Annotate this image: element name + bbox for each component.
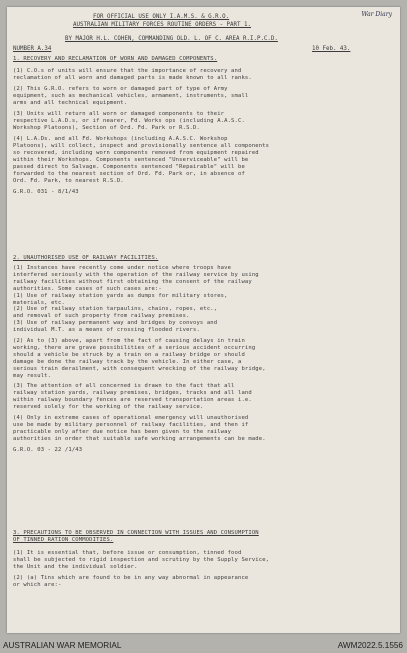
text-line: (3) The attention of all concerned is drawn to the fact that all: [13, 383, 235, 390]
text-line: respective L.A.D.s, or if nearer, Fd. Works ops (including A.A.S.C.: [13, 118, 245, 124]
text-line: (1) C.O.s of units will ensure that the importance of recovery and: [13, 68, 242, 74]
archive-name: AUSTRALIAN WAR MEMORIAL: [3, 641, 122, 650]
handwritten-annotation: War Diary: [361, 11, 392, 18]
text-line: (4) Only in extreme cases of operational emergency will unauthorised: [13, 415, 249, 421]
order-date: 10 Feb. 43.: [312, 46, 351, 52]
text-line: forwarded to the nearest section of Ord. Fd. Park or, in absence of: [13, 171, 245, 177]
text-line: (2) Use of railway station tarpaulins, chains, ropes, etc.,: [13, 306, 218, 313]
section-3-body: [13, 550, 400, 630]
text-line: materials, etc.: [13, 299, 65, 306]
text-line: passed direct to Salvage. Components sentenced "Repairable" will be: [13, 164, 245, 170]
text-line: individual M.T. as a means of crossing flooded rivers.: [13, 327, 200, 334]
text-line: G.R.O. 031 - 8/1/43: [13, 189, 79, 195]
text-line: railway station yards, railway premises, bridges, tracks and all land: [13, 390, 252, 397]
text-line: interfered seriously with the operation of the railway service by using: [13, 271, 259, 278]
section-3-heading-cont: OF TINNED RATION COMMODITIES.: [13, 537, 114, 543]
text-line: use be made by military personnel of railway facilities, and then if: [13, 421, 249, 428]
text-line: (3) Use of railway permanent way and bridges by convoys and: [13, 320, 218, 327]
footer-bar: [0, 636, 407, 653]
text-line: shall be subjected to rigid inspection and scrutiny by the Supply Service,: [13, 556, 270, 563]
text-line: Platoons), will collect, inspect and provisionally sentence all components: [13, 143, 270, 149]
text-line: (4) L.A.Ds. and all Fd. Workshops (including A.A.S.C. Workshop: [13, 136, 228, 142]
text-line: authorities in order that suitable safe working arrangements can be made.: [13, 435, 266, 442]
text-line: may result.: [13, 372, 52, 379]
text-line: within railway boundary fences are reserved transportation areas i.e.: [13, 397, 252, 404]
text-line: practicable only after due notice has been given to the railway: [13, 428, 232, 435]
text-line: Ord. Fd. Park, to nearest R.S.D.: [13, 178, 124, 184]
byline: BY MAJOR H.L. COHEN, COMMANDING OLD. L. OF C. AREA R.I.P.C.D.: [65, 36, 278, 42]
text-line: within their Workshops. Components sentenced "Unserviceable" will be: [13, 157, 249, 163]
text-line: (2) (a) Tins which are found to be in any way abnormal in appearance: [13, 574, 249, 581]
text-line: so recovered, including worn components removed from equipment repaired: [13, 150, 259, 156]
text-line: serious train derailment, with consequent wrecking of the railway bridge,: [13, 365, 266, 372]
orders-title: AUSTRALIAN MILITARY FORCES ROUTINE ORDERS - PART 1.: [73, 22, 251, 28]
text-line: authorities. Some cases of such cases are:-: [13, 285, 162, 292]
text-line: (1) Instances have recently come under notice where troops have: [13, 265, 232, 271]
text-line: railway facilities without first obtaining the consent of the railway: [13, 278, 252, 285]
text-line: (1) Use of railway station yards as dumps for military stores,: [13, 292, 228, 299]
text-line: working, there are grave possibilities of a serious accident occurring: [13, 344, 256, 351]
text-line: arms and all technical equipment.: [13, 100, 128, 106]
text-line: (2) As to (3) above, apart from the fact of causing delays in train: [13, 338, 245, 344]
text-line: (3) Units will return all worn or damaged components to their: [13, 111, 225, 117]
section-1-body: [13, 68, 400, 258]
text-line: should a vehicle be struck by a train on a railway bridge or should: [13, 351, 245, 358]
text-line: reclamation of all worn and damaged parts is made known to all ranks.: [13, 75, 252, 81]
order-number: NUMBER A.34: [13, 46, 52, 52]
text-line: equipment, such as mechanical vehicles, armament, instruments, small: [13, 93, 249, 99]
document-page: [7, 7, 400, 633]
section-2-body: [13, 265, 400, 515]
text-line: the Unit and the individual soldier.: [13, 563, 138, 570]
section-2-heading: 2. UNAUTHORISED USE OF RAILWAY FACILITIES.: [13, 255, 159, 261]
text-line: G.R.O. 03 - 22 /1/43: [13, 446, 83, 453]
text-line: or which are:-: [13, 581, 62, 588]
classification-line: FOR OFFICIAL USE ONLY I.A.M.S. & G.R.O.: [93, 14, 230, 20]
text-line: reserved solely for the working of the railway service.: [13, 404, 204, 411]
section-1-heading: 1. RECOVERY AND RECLAMATION OF WORN AND DAMAGED COMPONENTS.: [13, 56, 218, 62]
text-line: damage be done the railway track by the vehicle. In either case, a: [13, 358, 242, 365]
text-line: (2) This G.R.O. refers to worn or damaged part of type of Army: [13, 86, 228, 92]
text-line: and removal of such property from railway premises.: [13, 313, 190, 320]
text-line: Workshop Platoons), Section of Ord. Fd. Park or R.S.D.: [13, 125, 200, 131]
catalogue-number: AWM2022.5.1556: [337, 641, 403, 650]
text-line: (1) It is essential that, before issue or consumption, tinned food: [13, 550, 242, 556]
section-3-heading: 3. PRECAUTIONS TO BE OBSERVED IN CONNECTION WITH ISSUES AND CONSUMPTION: [13, 530, 259, 536]
